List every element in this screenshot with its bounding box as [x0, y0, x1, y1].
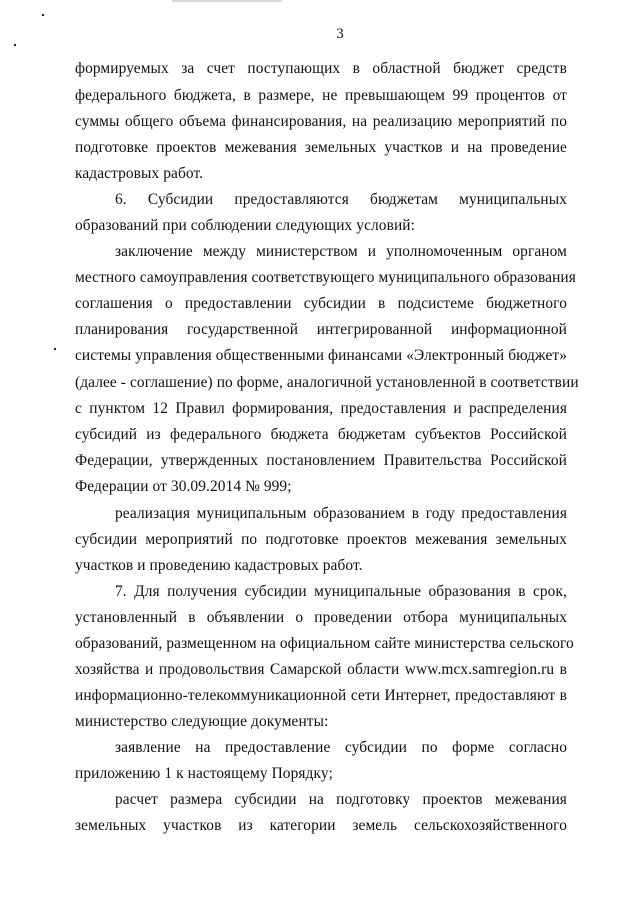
text-line: кадастровых работ. [75, 165, 204, 182]
text-line: заявление на предоставление субсидии по форме согласно [115, 739, 567, 756]
text-line: образований при соблюдении следующих условий: [75, 217, 416, 234]
text-line: соглашения о предоставлении субсидии в подсистеме бюджетного [75, 295, 567, 312]
text-line: хозяйства и продовольствия Самарской области www.mcx.samregion.ru в [75, 661, 567, 678]
text-line: системы управления общественными финансами «Электронный бюджет» [75, 347, 567, 364]
scan-mark-left [54, 348, 56, 350]
text-line: реализация муниципальным образованием в году предоставления [115, 505, 567, 522]
text-line: министерство следующие документы: [75, 713, 329, 730]
text-line: участков и проведению кадастровых работ. [75, 557, 363, 574]
text-line: подготовке проектов межевания земельных участков и на проведение [75, 139, 567, 156]
text-line: приложению 1 к настоящему Порядку; [75, 765, 333, 782]
text-line: федерального бюджета, в размере, не превышающем 99 процентов от [75, 87, 567, 104]
text-line: 7. Для получения субсидии муниципальные образования в срок, [115, 583, 567, 600]
text-line: установленный в объявлении о проведении отбора муниципальных [75, 609, 567, 626]
text-line: 6. Субсидии предоставляются бюджетам муниципальных [115, 191, 567, 208]
text-line: местного самоуправления соответствующего муниципального образования [75, 269, 576, 286]
text-line: земельных участков из категории земель сельскохозяйственного [75, 817, 567, 834]
text-line: Федерации, утвержденных постановлением Правительства Российской [75, 452, 567, 469]
text-line: с пунктом 12 Правил формирования, предоставления и распределения [75, 400, 567, 417]
text-line: заключение между министерством и уполномоченным органом [115, 243, 567, 260]
scan-mark-left [42, 14, 44, 16]
scan-mark-top [172, 0, 282, 2]
text-line: информационно-телекоммуникационной сети Интернет, предоставляют в [75, 687, 567, 704]
text-line: расчет размера субсидии на подготовку проектов межевания [115, 791, 567, 808]
scan-mark-left [14, 44, 16, 46]
text-line: формируемых за счет поступающих в областной бюджет средств [75, 60, 567, 77]
text-line: субсидий из федерального бюджета бюджетам субъектов Российской [75, 426, 567, 443]
text-line: Федерации от 30.09.2014 № 999; [75, 478, 292, 495]
text-line: (далее - соглашение) по форме, аналогичной установленной в соответствии [75, 374, 579, 391]
text-line: субсидии мероприятий по подготовке проектов межевания земельных [75, 531, 567, 548]
text-line: образований, размещенном на официальном сайте министерства сельского [75, 635, 574, 652]
page-number: 3 [336, 26, 344, 42]
text-line: суммы общего объема финансирования, на реализацию мероприятий по [75, 113, 567, 130]
text-line: планирования государственной интегрированной информационной [75, 321, 567, 338]
